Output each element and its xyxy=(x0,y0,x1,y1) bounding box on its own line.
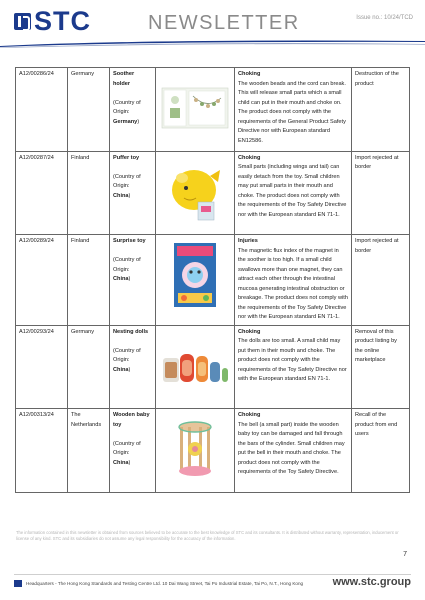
reference-number: A12/00293/24 xyxy=(16,325,68,409)
measures-taken: Import rejected at border xyxy=(352,235,410,326)
header-swoosh-decoration xyxy=(0,38,425,48)
issue-number: Issue no.: 10/24/TCD xyxy=(356,15,413,21)
headquarters-icon xyxy=(14,580,22,587)
product-cell xyxy=(110,151,156,235)
surprise-toy-image xyxy=(160,241,230,309)
wooden-baby-toy-image xyxy=(160,415,230,483)
danger-cell xyxy=(235,235,352,326)
risk-description: The magnetic flux index of the magnet in the soother is too high. If a small child swallows more than one magnet, they can attract each other through the intestinal mucosa generating intestinal obstruction or breakage. The product does not comply with the requirements of the Toy Safety Directive nor with the European standard EN 71-1. xyxy=(238,247,348,320)
product-cell xyxy=(110,68,156,152)
reference-number: A12/00286/24 xyxy=(16,68,68,152)
danger-cell xyxy=(235,409,352,493)
origin-label: (Country of Origin: xyxy=(113,173,141,189)
origin-label: (Country of Origin: xyxy=(113,257,141,273)
origin-country: China) xyxy=(113,192,131,199)
soother-holder-image xyxy=(160,74,230,142)
table-row xyxy=(16,235,410,326)
reference-number: A12/00289/24 xyxy=(16,235,68,326)
product-cell xyxy=(110,325,156,409)
measures-taken: Import rejected at border xyxy=(352,151,410,235)
puffer-toy-image xyxy=(160,158,230,226)
origin-label: (Country of Origin: xyxy=(113,99,141,115)
notifying-country: Finland xyxy=(68,151,110,235)
product-name: Surprise toy xyxy=(113,238,146,244)
origin-label: (Country of Origin: xyxy=(113,440,141,456)
stc-logo-text: STC xyxy=(34,6,91,36)
measures-taken: Destruction of the product xyxy=(352,68,410,152)
notifying-country: The Netherlands xyxy=(68,409,110,493)
product-image-cell xyxy=(156,325,235,409)
reference-number: A12/00313/24 xyxy=(16,409,68,493)
product-name: Puffer toy xyxy=(113,154,140,161)
risk-description: The bell (a small part) inside the wooden baby toy can be damaged and fall through the bars of the cylinder. Small children may put the bell in their mouth and choke. The product does not comply with the requirements of the Toy Safety Directive. xyxy=(238,421,345,475)
product-cell xyxy=(110,409,156,493)
website-link[interactable]: www.stc.group xyxy=(332,576,411,588)
measures-taken: Removal of this product listing by the online marketplace xyxy=(352,325,410,409)
origin-country: China) xyxy=(113,276,131,282)
risk-description: The wooden beads and the cord can break. This will release small parts which a small child can put in their mouth and choke on. The product does not comply with the requirements of the General Product Safety Directive nor with European standard EN12586. xyxy=(238,80,346,144)
table-row xyxy=(16,68,410,152)
risk-type: Injuries xyxy=(238,238,258,244)
product-image-cell xyxy=(156,409,235,493)
danger-cell xyxy=(235,151,352,235)
product-image-cell xyxy=(156,151,235,235)
risk-type: Choking xyxy=(238,412,261,418)
stc-logo-icon xyxy=(14,13,31,30)
newsletter-header xyxy=(0,0,425,44)
page-number: 7 xyxy=(403,551,407,558)
product-name: Soother holder xyxy=(113,71,135,87)
origin-country: China) xyxy=(113,459,131,466)
table-row xyxy=(16,151,410,235)
notifying-country: Germany xyxy=(68,68,110,152)
footer-divider xyxy=(14,574,411,575)
product-name: Nesting dolls xyxy=(113,328,149,335)
danger-cell xyxy=(235,325,352,409)
product-recall-table xyxy=(15,67,410,493)
headquarters-address: Headquarters - The Hong Kong Standards and Testing Centre Ltd. 10 Dai Wang Street, Tai Po Industrial Estate, Tai Po, N.T., Hong Kong xyxy=(26,581,304,586)
product-image-cell xyxy=(156,235,235,326)
reference-number: A12/00287/24 xyxy=(16,151,68,235)
table-row xyxy=(16,409,410,493)
danger-cell xyxy=(235,68,352,152)
notifying-country: Finland xyxy=(68,235,110,326)
risk-type: Choking xyxy=(238,154,261,161)
risk-type: Choking xyxy=(238,328,261,335)
origin-label: (Country of Origin: xyxy=(113,347,141,363)
measures-taken: Recall of the product from end users xyxy=(352,409,410,493)
origin-country: China) xyxy=(113,366,131,373)
product-cell xyxy=(110,235,156,326)
product-image-cell xyxy=(156,68,235,152)
origin-country: Germany) xyxy=(113,118,140,125)
table-row xyxy=(16,325,410,409)
risk-description: The dolls are too small. A small child may put them in their mouth and choke. The product does not comply with the requirements of the Toy Safety Directive nor with the European standard EN 71-1. xyxy=(238,338,347,382)
notifying-country: Germany xyxy=(68,325,110,409)
nesting-dolls-image xyxy=(160,332,230,400)
risk-type: Choking xyxy=(238,71,261,77)
product-name: Wooden baby toy xyxy=(113,412,150,428)
newsletter-title: NEWSLETTER xyxy=(148,12,300,34)
risk-description: Small parts (including wings and tail) can easily detach from the toy. Small children may put small parts in their mouth and choke. The product does not comply with the requirements of the Toy Safety Directive nor with the European standard EN 71-1. xyxy=(238,164,347,218)
disclaimer-text: The information contained in this newsletter is obtained from sources believed to be accurate to the best knowledge of STC and its consultants. It is distributed without warranty, representation, inducement or license of any kind. STC and its subsidiaries do not assume any legal responsibility for the accuracy of the information. xyxy=(16,530,399,541)
